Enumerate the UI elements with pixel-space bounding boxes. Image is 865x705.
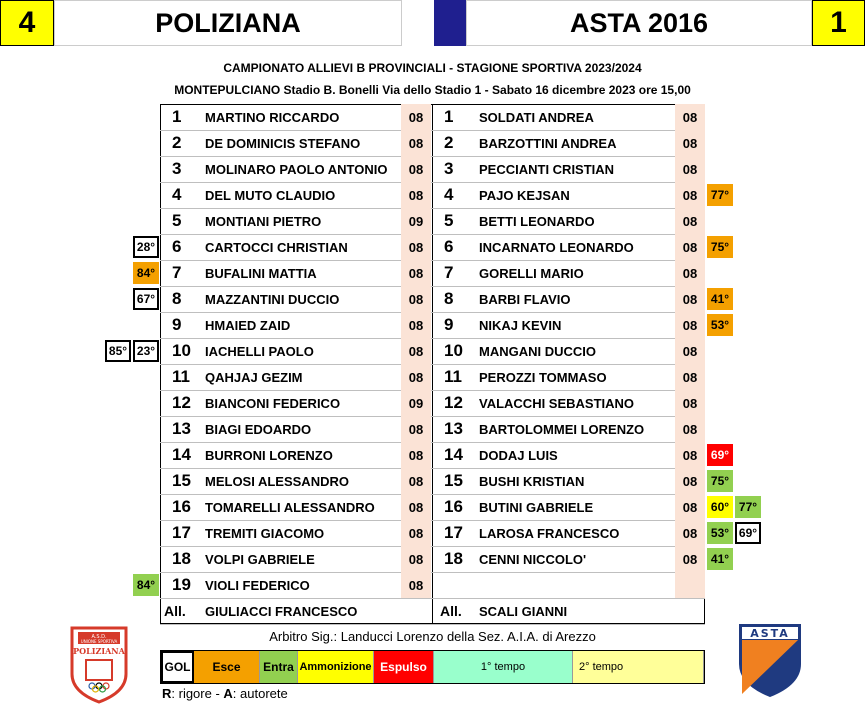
home-player-name: MOLINARO PAOLO ANTONIO xyxy=(205,161,388,177)
home-player-year: 08 xyxy=(401,104,431,130)
away-player-name: MANGANI DUCCIO xyxy=(479,343,596,359)
away-player-name: NIKAJ KEVIN xyxy=(479,317,562,333)
home-player-number: 1 xyxy=(172,107,182,126)
away-player-number xyxy=(434,572,470,598)
home-player-year: 08 xyxy=(401,468,431,494)
away-player-name: LAROSA FRANCESCO xyxy=(479,525,620,541)
home-player-name: QAHJAJ GEZIM xyxy=(205,369,303,385)
away-event-out: 77° xyxy=(707,184,733,206)
home-player-name: TOMARELLI ALESSANDRO xyxy=(205,499,375,515)
home-player-number: 9 xyxy=(172,315,182,334)
venue-info: MONTEPULCIANO Stadio B. Bonelli Via dello Stadio 1 - Sabato 16 dicembre 2023 ore 15,00 xyxy=(174,83,691,97)
home-player-number: 13 xyxy=(172,419,191,438)
away-logo-text: ASTA xyxy=(750,627,790,640)
home-player-name: VIOLI FEDERICO xyxy=(205,577,310,593)
away-player-number: 4 xyxy=(444,185,454,204)
away-player-number: 12 xyxy=(444,393,463,412)
home-player-number: 4 xyxy=(172,185,182,204)
home-player-name: MONTIANI PIETRO xyxy=(205,213,322,229)
home-player-year: 09 xyxy=(401,390,431,416)
home-player-year: 08 xyxy=(401,156,431,182)
away-event-in: 77° xyxy=(735,496,761,518)
away-player-year: 08 xyxy=(675,364,705,390)
away-player-number: 9 xyxy=(444,315,454,334)
away-player-name xyxy=(479,572,674,598)
away-player-number: 8 xyxy=(444,289,454,308)
home-player-number: 3 xyxy=(172,159,182,178)
away-player-year: 08 xyxy=(675,104,705,130)
home-player-name: MAZZANTINI DUCCIO xyxy=(205,291,340,307)
away-player-number: 7 xyxy=(444,263,454,282)
away-player-year: 08 xyxy=(675,520,705,546)
home-player-number: 6 xyxy=(172,237,182,256)
away-player-number: 5 xyxy=(444,211,454,230)
away-player-year xyxy=(675,572,705,598)
away-player-year: 08 xyxy=(675,234,705,260)
away-player-name: BUSHI KRISTIAN xyxy=(479,473,585,489)
home-player-number: 7 xyxy=(172,263,182,282)
home-player-year: 08 xyxy=(401,520,431,546)
away-player-number: 6 xyxy=(444,237,454,256)
away-event-goal: 69° xyxy=(735,522,761,544)
away-player-year: 08 xyxy=(675,182,705,208)
away-player-year: 08 xyxy=(675,390,705,416)
legend-espulso: Espulso xyxy=(374,651,434,683)
footnote xyxy=(162,686,288,704)
home-player-number: 18 xyxy=(172,549,191,568)
home-player-name: BIANCONI FEDERICO xyxy=(205,395,341,411)
home-coach-label: All. xyxy=(164,603,186,619)
away-player-name: BARTOLOMMEI LORENZO xyxy=(479,421,645,437)
home-player-name: TREMITI GIACOMO xyxy=(205,525,325,541)
home-player-name: IACHELLI PAOLO xyxy=(205,343,314,359)
home-player-year: 08 xyxy=(401,312,431,338)
footnote-a: A xyxy=(223,686,233,701)
home-player-number: 5 xyxy=(172,211,182,230)
home-logo-name-text: POLIZIANA xyxy=(73,646,125,656)
home-player-year: 08 xyxy=(401,260,431,286)
home-player-number: 2 xyxy=(172,133,182,152)
home-player-year: 08 xyxy=(401,442,431,468)
away-player-number: 14 xyxy=(444,445,463,464)
away-team-name: ASTA 2016 xyxy=(466,0,812,46)
away-player-number: 1 xyxy=(444,107,454,126)
legend-ammonizione: Ammonizione xyxy=(298,651,374,683)
away-player-year: 08 xyxy=(675,494,705,520)
home-player-name: MARTINO RICCARDO xyxy=(205,109,340,125)
home-player-year: 08 xyxy=(401,572,431,598)
home-player-number: 19 xyxy=(172,575,191,594)
home-player-year: 08 xyxy=(401,182,431,208)
away-player-year: 08 xyxy=(675,208,705,234)
home-team-logo xyxy=(64,624,134,704)
home-coach-name: GIULIACCI FRANCESCO xyxy=(205,603,358,619)
away-coach-name: SCALI GIANNI xyxy=(479,603,568,619)
away-player-name: GORELLI MARIO xyxy=(479,265,584,281)
home-player-year: 08 xyxy=(401,234,431,260)
home-player-number: 8 xyxy=(172,289,182,308)
legend-gol: GOL xyxy=(161,651,194,683)
away-player-year: 08 xyxy=(675,312,705,338)
home-player-year: 08 xyxy=(401,286,431,312)
away-player-year: 08 xyxy=(675,156,705,182)
home-event-goal: 85° xyxy=(105,340,131,362)
home-event-goal: 28° xyxy=(133,236,159,258)
legend-esce: Esce xyxy=(194,651,260,683)
away-player-number: 17 xyxy=(444,523,463,542)
home-player-year: 08 xyxy=(401,130,431,156)
home-player-name: CARTOCCI CHRISTIAN xyxy=(205,239,348,255)
away-event-out: 41° xyxy=(707,288,733,310)
away-score: 1 xyxy=(812,0,865,46)
home-event-goal: 23° xyxy=(133,340,159,362)
away-player-name: CENNI NICCOLO' xyxy=(479,551,587,567)
footnote-r-text: : rigore - xyxy=(171,686,224,701)
away-player-year: 08 xyxy=(675,338,705,364)
home-player-name: HMAIED ZAID xyxy=(205,317,291,333)
home-player-name: VOLPI GABRIELE xyxy=(205,551,315,567)
away-player-number: 11 xyxy=(444,367,462,386)
away-player-name: BARZOTTINI ANDREA xyxy=(479,135,617,151)
home-player-number: 14 xyxy=(172,445,191,464)
away-player-year: 08 xyxy=(675,416,705,442)
away-player-number: 15 xyxy=(444,471,463,490)
competition-title: CAMPIONATO ALLIEVI B PROVINCIALI - STAGIONE SPORTIVA 2023/2024 xyxy=(223,61,642,75)
away-player-name: SOLDATI ANDREA xyxy=(479,109,594,125)
home-event-out: 84° xyxy=(133,262,159,284)
home-event-goal: 67° xyxy=(133,288,159,310)
home-logo-top-text: A.S.D. xyxy=(91,634,107,640)
away-event-in: 75° xyxy=(707,470,733,492)
home-player-number: 15 xyxy=(172,471,191,490)
home-logo-sub-text: UNIONE SPORTIVA xyxy=(80,639,118,644)
home-player-year: 08 xyxy=(401,416,431,442)
header-color-block xyxy=(434,0,466,46)
row-separator xyxy=(160,624,705,625)
footnote-r: R xyxy=(162,686,172,701)
home-player-number: 17 xyxy=(172,523,191,542)
away-player-name: PECCIANTI CRISTIAN xyxy=(479,161,615,177)
away-player-name: INCARNATO LEONARDO xyxy=(479,239,634,255)
away-player-year: 08 xyxy=(675,546,705,572)
away-player-name: PEROZZI TOMMASO xyxy=(479,369,607,385)
away-player-number: 18 xyxy=(444,549,463,568)
referee-info: Arbitro Sig.: Landucci Lorenzo della Sez. A.I.A. di Arezzo xyxy=(269,629,596,644)
away-player-number: 10 xyxy=(444,341,463,360)
away-player-number: 2 xyxy=(444,133,454,152)
home-player-name: MELOSI ALESSANDRO xyxy=(205,473,349,489)
away-player-name: BUTINI GABRIELE xyxy=(479,499,594,515)
away-event-red: 69° xyxy=(707,444,733,466)
away-player-name: VALACCHI SEBASTIANO xyxy=(479,395,635,411)
legend-second-half: 2° tempo xyxy=(573,651,704,683)
away-event-in: 53° xyxy=(707,522,733,544)
home-player-number: 11 xyxy=(172,367,190,386)
away-event-out: 75° xyxy=(707,236,733,258)
home-player-year: 09 xyxy=(401,208,431,234)
away-coach-label: All. xyxy=(440,603,462,619)
away-player-year: 08 xyxy=(675,130,705,156)
home-player-year: 08 xyxy=(401,364,431,390)
home-player-number: 12 xyxy=(172,393,191,412)
home-player-year: 08 xyxy=(401,546,431,572)
away-player-name: BETTI LEONARDO xyxy=(479,213,595,229)
away-event-in: 41° xyxy=(707,548,733,570)
home-player-name: DEL MUTO CLAUDIO xyxy=(205,187,336,203)
legend-first-half: 1° tempo xyxy=(434,651,573,683)
away-team-logo xyxy=(737,622,803,698)
away-player-number: 16 xyxy=(444,497,463,516)
away-player-name: BARBI FLAVIO xyxy=(479,291,571,307)
home-player-name: BURRONI LORENZO xyxy=(205,447,333,463)
legend-entra: Entra xyxy=(260,651,298,683)
away-event-yel: 60° xyxy=(707,496,733,518)
away-player-year: 08 xyxy=(675,468,705,494)
home-player-year: 08 xyxy=(401,494,431,520)
away-player-year: 08 xyxy=(675,442,705,468)
home-score: 4 xyxy=(0,0,54,46)
home-player-name: DE DOMINICIS STEFANO xyxy=(205,135,361,151)
home-team-name: POLIZIANA xyxy=(54,0,402,46)
home-event-in: 84° xyxy=(133,574,159,596)
home-player-number: 10 xyxy=(172,341,191,360)
away-event-out: 53° xyxy=(707,314,733,336)
away-player-year: 08 xyxy=(675,260,705,286)
away-player-number: 13 xyxy=(444,419,463,438)
home-player-year: 08 xyxy=(401,338,431,364)
home-player-number: 16 xyxy=(172,497,191,516)
home-player-name: BIAGI EDOARDO xyxy=(205,421,312,437)
away-player-number: 3 xyxy=(444,159,454,178)
away-player-name: DODAJ LUIS xyxy=(479,447,558,463)
away-player-name: PAJO KEJSAN xyxy=(479,187,570,203)
away-player-year: 08 xyxy=(675,286,705,312)
home-player-name: BUFALINI MATTIA xyxy=(205,265,317,281)
footnote-a-text: : autorete xyxy=(232,686,288,701)
